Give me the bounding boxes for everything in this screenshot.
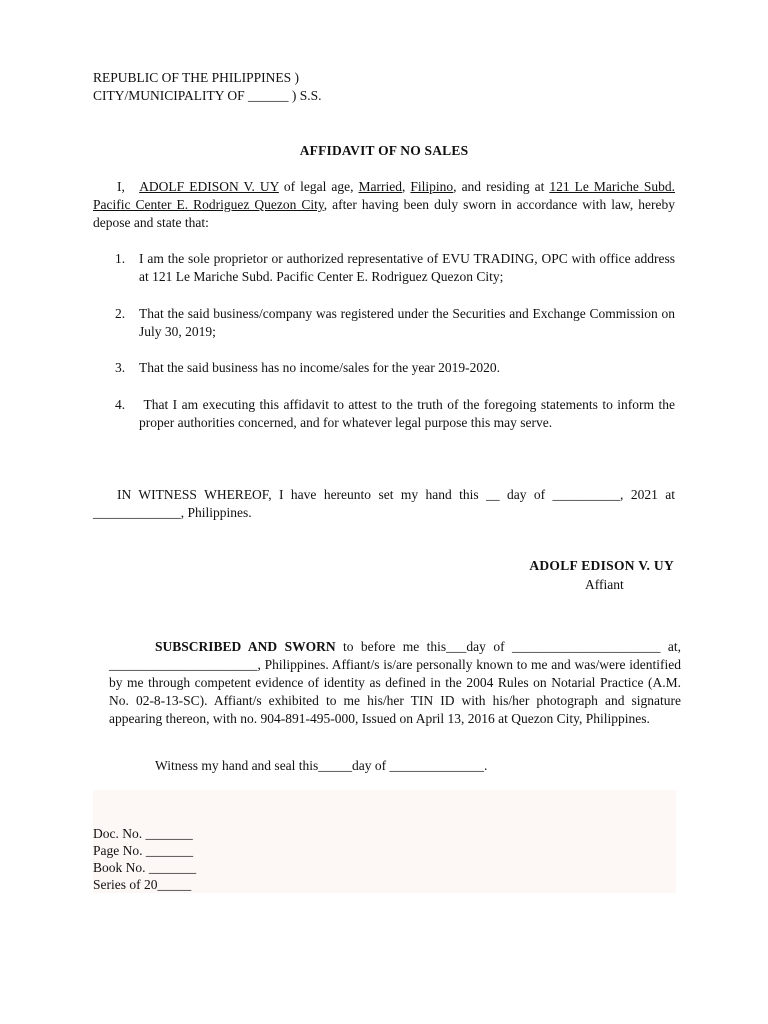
civil-status: Married [358, 179, 403, 194]
statement-number: 2. [115, 306, 126, 321]
document-title: AFFIDAVIT OF NO SALES [299, 143, 469, 158]
intro-text-4: , after having been duly sworn in accordance with law, hereby depose and state that: [93, 197, 676, 230]
statement-number: 4. [115, 397, 126, 412]
statement-text: That the said business has no income/sales for the year 2019-2020. [139, 360, 501, 375]
signature-label: Affiant [585, 577, 624, 592]
affiant-name-inline: ADOLF EDISON V. UY [139, 179, 279, 194]
intro-prefix: I, [117, 179, 125, 194]
statement-text: That the said business/company was registered under the Securities and Exchange Commission on July 30, 2019; [139, 306, 675, 339]
venue-city-line: CITY/MUNICIPALITY OF ______ ) S.S. [93, 88, 322, 103]
statement-item [93, 250, 675, 286]
statement-number: 3. [115, 360, 126, 375]
statement-text: That I am executing this affidavit to attest to the truth of the foregoing statements to inform the proper authorities concerned, and for whatever legal purpose this may serve. [139, 397, 679, 430]
notarial-register [93, 825, 196, 893]
signature-name: ADOLF EDISON V. UY [529, 558, 674, 573]
intro-text-3: , and residing at [453, 179, 550, 194]
venue-block [93, 69, 322, 105]
intro-text-1: of legal age, [278, 179, 359, 194]
intro-spacer [125, 179, 139, 194]
jurat-lead: SUBSCRIBED AND SWORN [155, 639, 336, 654]
residence-address: 121 Le Mariche Subd. Pacific Center E. Rodriguez Quezon City [93, 179, 675, 212]
intro-text-2: , [402, 179, 411, 194]
citizenship: Filipino [410, 179, 454, 194]
series-line: Series of 20_____ [93, 877, 192, 892]
page-no-line: Page No. _______ [93, 843, 194, 858]
intro-paragraph [93, 178, 675, 232]
seal-line: Witness my hand and seal this_____day of ______________. [155, 758, 488, 773]
statement-item [93, 305, 675, 341]
statement-item [93, 396, 679, 432]
witness-clause: IN WITNESS WHEREOF, I have hereunto set my hand this __ day of __________, 2021 at _____________, Philippines. [93, 487, 675, 520]
jurat-text: to before me this___day of ______________________ at, ______________________, Philippines. Affiant/s is/are personally known to me and was/were identified by me through competent evidence of identity as defined in the 2004 Rules on Notarial Practice (A.M. No. 02-8-13-SC). Affiant/s exhibited to me his/her TIN ID with his/her photograph and signature appearing thereon, with no. 904-891-495-000, Issued on April 13, 2016 at Quezon City, Philippines. [109, 639, 681, 726]
venue-republic-line: REPUBLIC OF THE PHILIPPINES ) [93, 70, 300, 85]
statement-item [93, 359, 675, 377]
doc-no-line: Doc. No. _______ [93, 826, 193, 841]
book-no-line: Book No. _______ [93, 860, 197, 875]
statement-text: I am the sole proprietor or authorized representative of EVU TRADING, OPC with office address at 121 Le Mariche Subd. Pacific Center E. Rodriguez Quezon City; [139, 251, 675, 284]
jurat-paragraph [109, 638, 681, 728]
statement-number: 1. [115, 251, 126, 266]
